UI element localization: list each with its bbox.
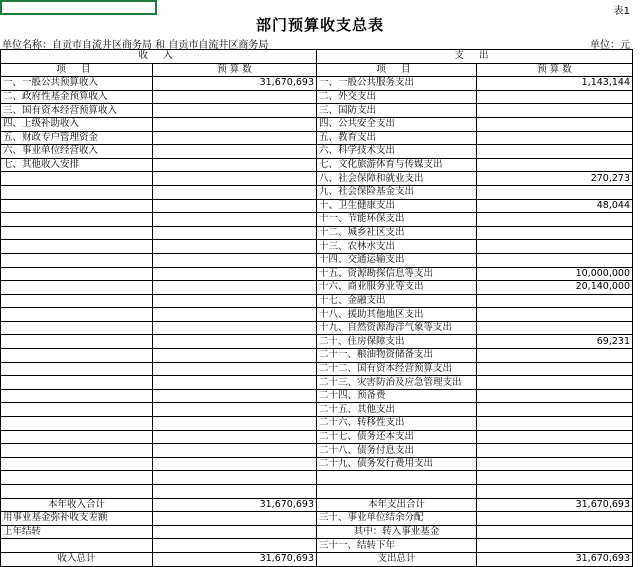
- expense-value-cell[interactable]: [477, 417, 633, 431]
- expense-header: 支 出: [317, 50, 633, 64]
- currency-unit: 单位：元: [590, 40, 630, 51]
- table-row: [1, 240, 633, 254]
- income-item-cell[interactable]: 三、国有资本经营预算收入: [1, 104, 153, 118]
- income-item-cell[interactable]: 六、事业单位经营收入: [1, 145, 153, 159]
- expense-item-cell[interactable]: 三、国防支出: [317, 104, 477, 118]
- income-value-cell[interactable]: [153, 226, 317, 240]
- income-value-cell[interactable]: [153, 253, 317, 267]
- surplus-distribution-label[interactable]: 三十、事业单位结余分配: [317, 512, 477, 526]
- income-value-cell[interactable]: [153, 321, 317, 335]
- income-value-cell[interactable]: [153, 376, 317, 390]
- table-row: [1, 131, 633, 145]
- income-value-cell[interactable]: [153, 485, 317, 499]
- expense-value-cell[interactable]: [477, 308, 633, 322]
- expense-item-cell[interactable]: 十、卫生健康支出: [317, 199, 477, 213]
- income-item-cell[interactable]: [1, 417, 153, 431]
- selected-cell-indicator[interactable]: [0, 0, 157, 15]
- page-title: 部门预算收支总表: [255, 16, 384, 34]
- table-row: [1, 281, 633, 295]
- income-value-cell[interactable]: [153, 281, 317, 295]
- expense-value-cell[interactable]: [477, 294, 633, 308]
- expense-value-cell[interactable]: [477, 349, 633, 363]
- expense-item-cell[interactable]: 一、一般公共服务支出: [317, 77, 477, 91]
- expense-value-cell[interactable]: [477, 158, 633, 172]
- income-budget-header: 预 算 数: [153, 63, 317, 77]
- table-row: [1, 349, 633, 363]
- income-value-cell[interactable]: [153, 267, 317, 281]
- income-item-cell[interactable]: [1, 240, 153, 254]
- expense-item-cell[interactable]: 八、社会保障和就业支出: [317, 172, 477, 186]
- expense-item-cell[interactable]: 二、外交支出: [317, 90, 477, 104]
- income-value-cell[interactable]: [153, 308, 317, 322]
- expense-item-cell[interactable]: 十七、金融支出: [317, 294, 477, 308]
- table-row: [1, 77, 633, 91]
- fund-deficit-value[interactable]: [153, 512, 317, 526]
- expense-item-cell[interactable]: 二十八、债务付息支出: [317, 444, 477, 458]
- income-total-label[interactable]: 本年收入合计: [1, 498, 153, 512]
- expense-item-cell[interactable]: 十三、农林水支出: [317, 240, 477, 254]
- expense-item-cell[interactable]: 四、公共安全支出: [317, 117, 477, 131]
- expense-value-cell[interactable]: [477, 131, 633, 145]
- expense-item-cell[interactable]: 二十三、灾害防治及应急管理支出: [317, 376, 477, 390]
- income-item-cell[interactable]: [1, 444, 153, 458]
- expense-item-cell[interactable]: 十四、交通运输支出: [317, 253, 477, 267]
- expense-item-cell[interactable]: 十六、商业服务业等支出: [317, 281, 477, 295]
- sheet-number: 表1: [613, 6, 630, 17]
- expense-value-cell[interactable]: [477, 403, 633, 417]
- carry-forward-label[interactable]: 三十一、结转下年: [317, 539, 477, 553]
- column-header-row: [1, 63, 633, 77]
- income-item-cell[interactable]: [1, 267, 153, 281]
- income-item-cell[interactable]: [1, 172, 153, 186]
- table-row: [1, 485, 633, 499]
- income-value-cell[interactable]: 31,670,693: [153, 77, 317, 91]
- expense-item-cell[interactable]: 十八、援助其他地区支出: [317, 308, 477, 322]
- income-value-cell[interactable]: [153, 349, 317, 363]
- income-value-cell[interactable]: [153, 90, 317, 104]
- table-row: [1, 471, 633, 485]
- expense-budget-header: 预 算 数: [477, 63, 633, 77]
- expense-total-label[interactable]: 本年支出合计: [317, 498, 477, 512]
- income-header: 收 入: [1, 50, 317, 64]
- budget-table: [0, 49, 633, 567]
- income-item-cell[interactable]: [1, 253, 153, 267]
- grand-expense-label[interactable]: 支出总计: [317, 552, 477, 566]
- expense-item-cell[interactable]: 九、社会保险基金支出: [317, 185, 477, 199]
- expense-item-cell[interactable]: 五、教育支出: [317, 131, 477, 145]
- expense-item-cell[interactable]: 二十一、粮油物资储备支出: [317, 349, 477, 363]
- income-item-header: 项 目: [1, 63, 153, 77]
- surplus-distribution-value[interactable]: [477, 512, 633, 526]
- income-value-cell[interactable]: [153, 294, 317, 308]
- expense-item-cell[interactable]: [317, 485, 477, 499]
- income-value-cell[interactable]: [153, 335, 317, 349]
- income-value-cell[interactable]: [153, 403, 317, 417]
- table-row: [1, 172, 633, 186]
- income-total-value[interactable]: 31,670,693: [153, 498, 317, 512]
- expense-item-cell[interactable]: 十九、自然资源海洋气象等支出: [317, 321, 477, 335]
- expense-value-cell[interactable]: 20,140,000: [477, 281, 633, 295]
- table-row: [1, 430, 633, 444]
- expense-value-cell[interactable]: 270,273: [477, 172, 633, 186]
- income-item-cell[interactable]: 一、一般公共预算收入: [1, 77, 153, 91]
- income-item-cell[interactable]: [1, 185, 153, 199]
- expense-item-cell[interactable]: 十五、资源勘探信息等支出: [317, 267, 477, 281]
- income-value-cell[interactable]: [153, 104, 317, 118]
- expense-value-cell[interactable]: [477, 362, 633, 376]
- expense-value-cell[interactable]: [477, 226, 633, 240]
- unit-name: 单位名称：自贡市自流井区商务局 和 自贡市自流井区商务局: [2, 40, 269, 51]
- expense-item-cell[interactable]: 二十、住房保障支出: [317, 335, 477, 349]
- grand-income-value[interactable]: 31,670,693: [153, 552, 317, 566]
- expense-value-cell[interactable]: [477, 117, 633, 131]
- income-item-cell[interactable]: [1, 321, 153, 335]
- adjustment-row: [1, 539, 633, 553]
- income-item-cell[interactable]: [1, 308, 153, 322]
- grand-total-row: [1, 552, 633, 566]
- income-value-cell[interactable]: [153, 471, 317, 485]
- table-row: [1, 308, 633, 322]
- table-row: [1, 185, 633, 199]
- income-value-cell[interactable]: [153, 172, 317, 186]
- transfer-fund-label[interactable]: 其中：转入事业基金: [317, 525, 477, 539]
- expense-item-cell[interactable]: 二十七、债务还本支出: [317, 430, 477, 444]
- income-value-cell[interactable]: [153, 199, 317, 213]
- income-item-cell[interactable]: 五、财政专户管理资金: [1, 131, 153, 145]
- grand-expense-value[interactable]: 31,670,693: [477, 552, 633, 566]
- income-item-cell[interactable]: [1, 403, 153, 417]
- table-row: [1, 90, 633, 104]
- table-row: [1, 457, 633, 471]
- adjustment-row: [1, 525, 633, 539]
- income-value-cell[interactable]: [153, 145, 317, 159]
- income-item-cell[interactable]: [1, 362, 153, 376]
- table-row: [1, 117, 633, 131]
- table-row: [1, 294, 633, 308]
- expense-item-cell[interactable]: 十一、节能环保支出: [317, 213, 477, 227]
- expense-value-cell[interactable]: [477, 389, 633, 403]
- table-row: [1, 253, 633, 267]
- table-row: [1, 417, 633, 431]
- income-item-cell[interactable]: 二、政府性基金预算收入: [1, 90, 153, 104]
- table-row: [1, 226, 633, 240]
- income-item-cell[interactable]: [1, 376, 153, 390]
- expense-item-cell[interactable]: [317, 471, 477, 485]
- income-item-cell[interactable]: [1, 389, 153, 403]
- table-row: [1, 403, 633, 417]
- expense-value-cell[interactable]: [477, 90, 633, 104]
- expense-item-cell[interactable]: 二十四、预备费: [317, 389, 477, 403]
- expense-value-cell[interactable]: [477, 457, 633, 471]
- income-value-cell[interactable]: [153, 457, 317, 471]
- income-value-cell[interactable]: [153, 417, 317, 431]
- income-item-cell[interactable]: [1, 294, 153, 308]
- income-item-cell[interactable]: [1, 430, 153, 444]
- fund-deficit-label[interactable]: 用事业基金弥补收支差额: [1, 512, 153, 526]
- income-item-cell[interactable]: 七、其他收入安排: [1, 158, 153, 172]
- section-header-row: [1, 50, 633, 64]
- expense-value-cell[interactable]: 1,143,144: [477, 77, 633, 91]
- expense-value-cell[interactable]: [477, 444, 633, 458]
- table-row: [1, 158, 633, 172]
- expense-value-cell[interactable]: 48,044: [477, 199, 633, 213]
- empty-income-label[interactable]: [1, 539, 153, 553]
- expense-item-cell[interactable]: 二十六、转移性支出: [317, 417, 477, 431]
- income-value-cell[interactable]: [153, 131, 317, 145]
- income-item-cell[interactable]: [1, 199, 153, 213]
- income-item-cell[interactable]: [1, 485, 153, 499]
- grand-income-label[interactable]: 收入总计: [1, 552, 153, 566]
- expense-item-cell[interactable]: 十二、城乡社区支出: [317, 226, 477, 240]
- expense-value-cell[interactable]: [477, 185, 633, 199]
- income-value-cell[interactable]: [153, 117, 317, 131]
- income-value-cell[interactable]: [153, 213, 317, 227]
- carryover-value[interactable]: [153, 525, 317, 539]
- income-item-cell[interactable]: [1, 335, 153, 349]
- table-row: [1, 104, 633, 118]
- expense-value-cell[interactable]: [477, 485, 633, 499]
- expense-value-cell[interactable]: [477, 253, 633, 267]
- expense-item-cell[interactable]: 二十九、债务发行费用支出: [317, 457, 477, 471]
- income-item-cell[interactable]: [1, 471, 153, 485]
- expense-item-cell[interactable]: 七、文化旅游体育与传媒支出: [317, 158, 477, 172]
- income-value-cell[interactable]: [153, 430, 317, 444]
- expense-item-cell[interactable]: 二十二、国有资本经营预算支出: [317, 362, 477, 376]
- transfer-fund-value[interactable]: [477, 525, 633, 539]
- income-item-cell[interactable]: [1, 349, 153, 363]
- carry-forward-value[interactable]: [477, 539, 633, 553]
- income-value-cell[interactable]: [153, 444, 317, 458]
- expense-item-header: 项 目: [317, 63, 477, 77]
- adjustment-row: [1, 512, 633, 526]
- table-row: [1, 145, 633, 159]
- expense-item-cell[interactable]: 六、科学技术支出: [317, 145, 477, 159]
- income-value-cell[interactable]: [153, 240, 317, 254]
- table-row: [1, 335, 633, 349]
- expense-total-value[interactable]: 31,670,693: [477, 498, 633, 512]
- income-value-cell[interactable]: [153, 185, 317, 199]
- income-item-cell[interactable]: [1, 213, 153, 227]
- expense-value-cell[interactable]: 10,000,000: [477, 267, 633, 281]
- income-item-cell[interactable]: [1, 281, 153, 295]
- expense-value-cell[interactable]: [477, 430, 633, 444]
- table-row: [1, 444, 633, 458]
- expense-value-cell[interactable]: [477, 321, 633, 335]
- income-value-cell[interactable]: [153, 158, 317, 172]
- table-row: [1, 321, 633, 335]
- income-value-cell[interactable]: [153, 389, 317, 403]
- carryover-label[interactable]: 上年结转: [1, 525, 153, 539]
- table-row: [1, 362, 633, 376]
- expense-value-cell[interactable]: [477, 145, 633, 159]
- table-row: [1, 213, 633, 227]
- income-value-cell[interactable]: [153, 362, 317, 376]
- expense-value-cell[interactable]: 69,231: [477, 335, 633, 349]
- income-item-cell[interactable]: [1, 226, 153, 240]
- table-row: [1, 267, 633, 281]
- expense-value-cell[interactable]: [477, 471, 633, 485]
- total-row: [1, 498, 633, 512]
- table-row: [1, 389, 633, 403]
- expense-value-cell[interactable]: [477, 376, 633, 390]
- empty-income-value[interactable]: [153, 539, 317, 553]
- expense-value-cell[interactable]: [477, 240, 633, 254]
- expense-value-cell[interactable]: [477, 213, 633, 227]
- income-item-cell[interactable]: [1, 457, 153, 471]
- income-item-cell[interactable]: 四、上级补助收入: [1, 117, 153, 131]
- expense-value-cell[interactable]: [477, 104, 633, 118]
- expense-item-cell[interactable]: 二十五、其他支出: [317, 403, 477, 417]
- table-row: [1, 376, 633, 390]
- table-row: [1, 199, 633, 213]
